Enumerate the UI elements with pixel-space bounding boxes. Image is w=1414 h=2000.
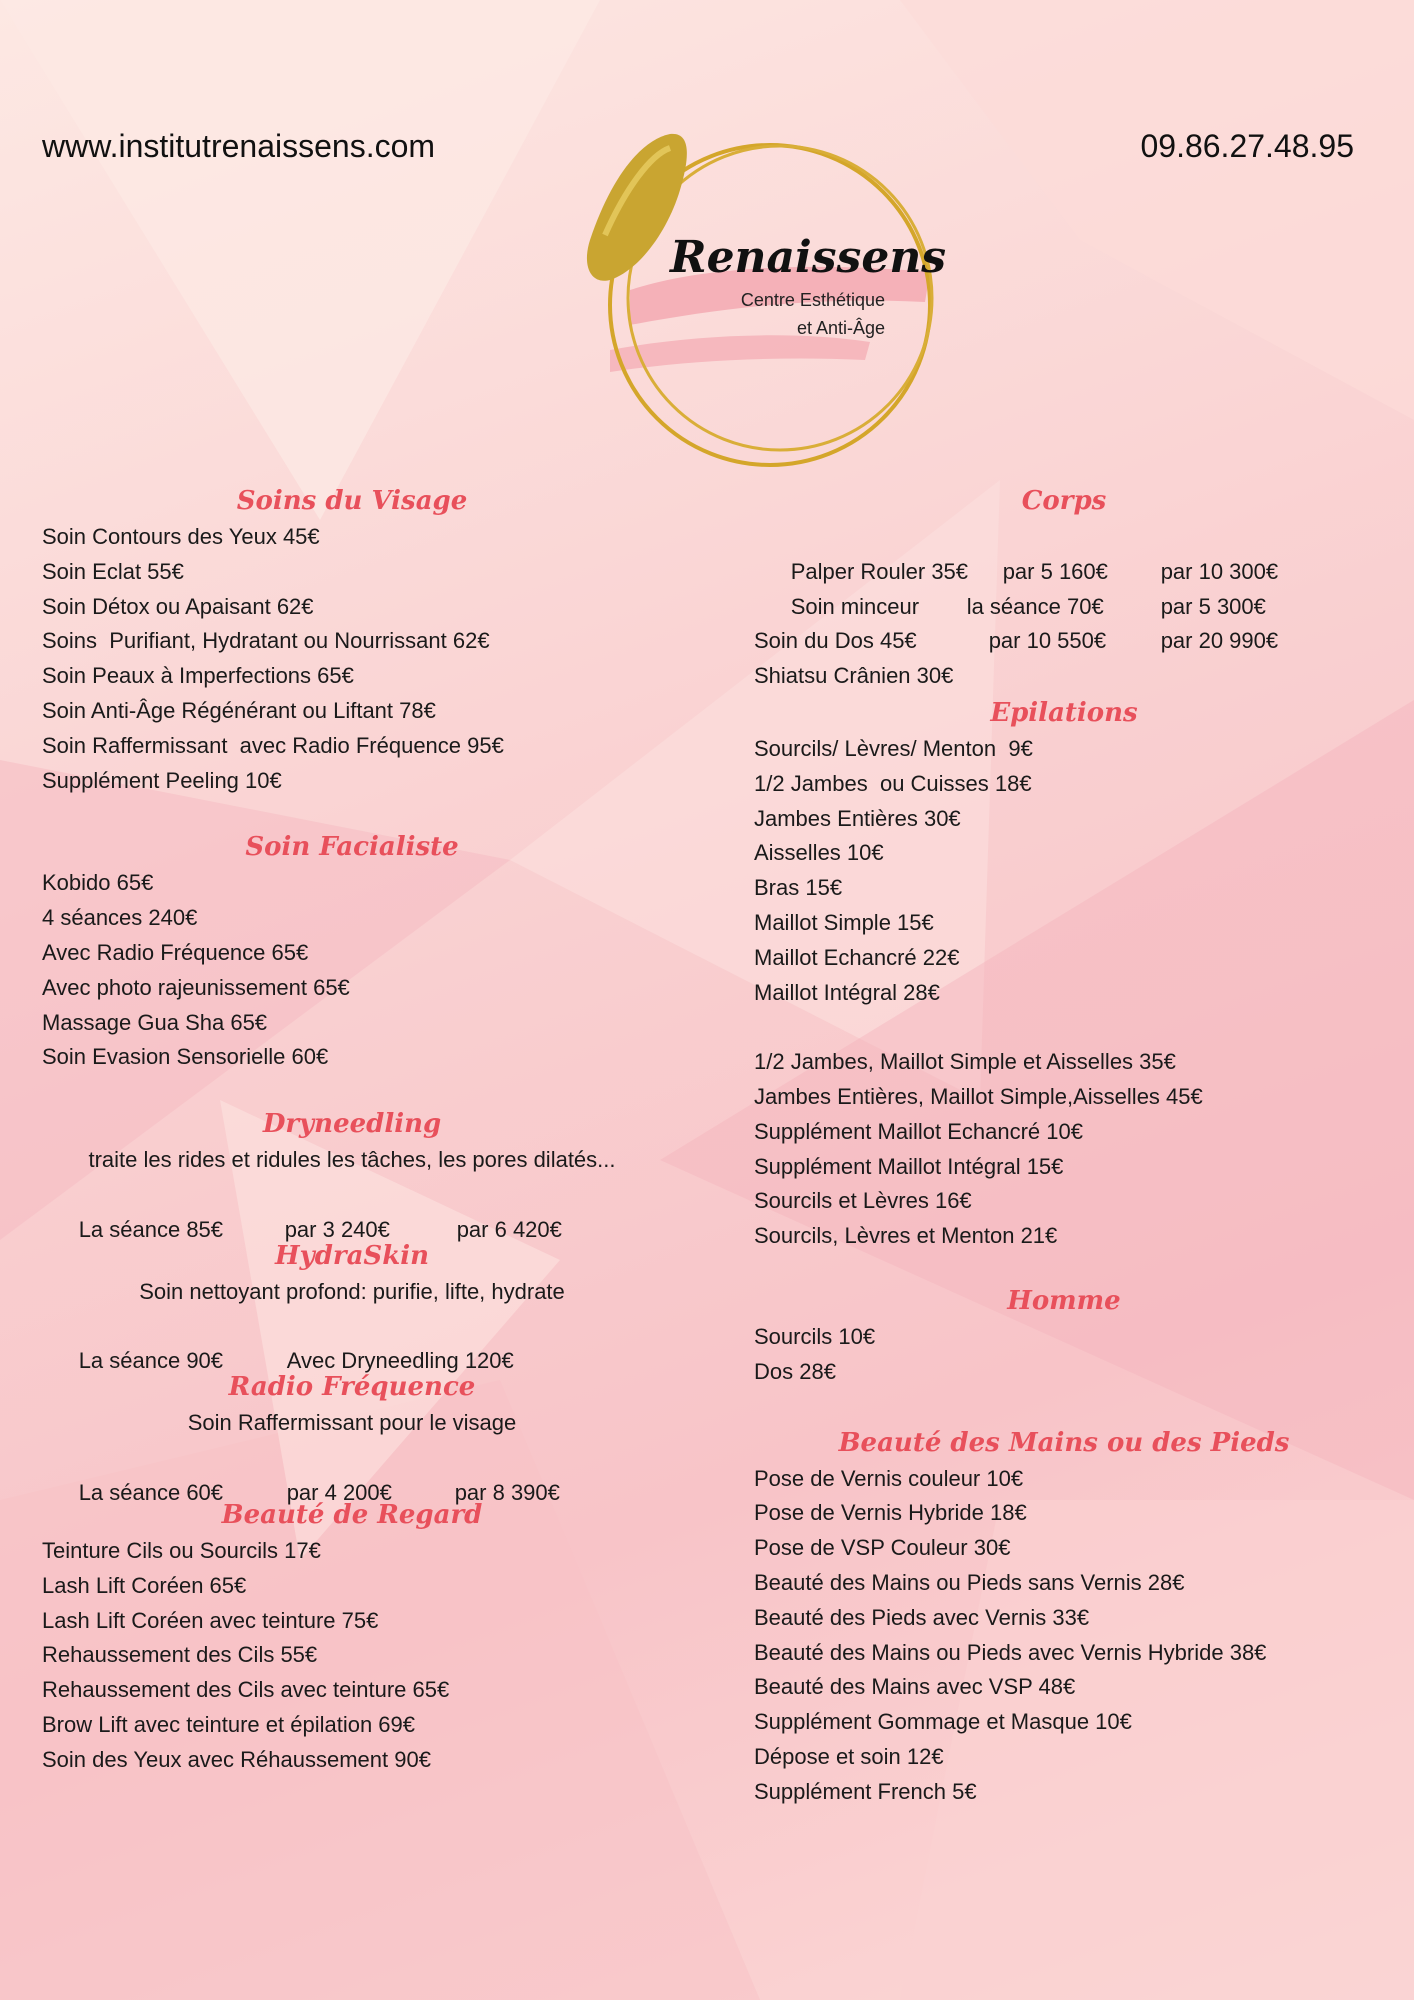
section-epilations: [754, 694, 1374, 1254]
price-item: Jambes Entières 30€: [754, 805, 961, 831]
price-item: La séance 85€: [78, 1216, 224, 1242]
price-item: Soins Purifiant, Hydratant ou Nourrissant 62€: [42, 628, 490, 654]
section-corps: [754, 482, 1374, 694]
price-item: Beauté des Pieds avec Vernis 33€: [754, 1604, 1090, 1630]
price-item: Sourcils et Lèvres 16€: [754, 1188, 972, 1214]
section-hydraskin: [42, 1237, 662, 1374]
price-item: Jambes Entières, Maillot Simple,Aisselles 45€: [754, 1083, 1203, 1109]
price-item: Kobido 65€: [42, 870, 154, 896]
price-item: Avec Dryneedling 120€: [286, 1348, 514, 1374]
left-column: [42, 482, 662, 1778]
section-title: Radio Fréquence: [228, 1372, 476, 1403]
section-title: Homme: [1007, 1285, 1121, 1316]
price-item: par 6 420€: [456, 1216, 562, 1242]
price-item: Pose de Vernis Hybride 18€: [754, 1500, 1027, 1526]
price-item: Supplément French 5€: [754, 1778, 977, 1804]
price-item: par 3 240€: [284, 1216, 390, 1242]
section-soins-visage: [42, 482, 662, 798]
price-item: Soin Eclat 55€: [42, 558, 184, 584]
price-item: Brow Lift avec teinture et épilation 69€: [42, 1711, 416, 1737]
price-item: Shiatsu Crânien 30€: [754, 663, 954, 689]
price-item: 1/2 Jambes ou Cuisses 18€: [754, 770, 1032, 796]
price-item: La séance 90€: [78, 1348, 224, 1374]
price-item: Dos 28€: [754, 1358, 836, 1384]
price-item: Soin Peaux à Imperfections 65€: [42, 663, 354, 689]
section-description: Soin nettoyant profond: purifie, lifte, hydrate: [139, 1278, 565, 1304]
section-beaute-mains-pieds: [754, 1424, 1374, 1810]
price-item: Sourcils, Lèvres et Menton 21€: [754, 1223, 1058, 1249]
price-item: Massage Gua Sha 65€: [42, 1009, 268, 1035]
price-item: Rehaussement des Cils avec teinture 65€: [42, 1677, 450, 1703]
price-item: Soin des Yeux avec Réhaussement 90€: [42, 1746, 431, 1772]
price-item: Maillot Simple 15€: [754, 909, 934, 935]
price-item: Supplément Peeling 10€: [42, 767, 282, 793]
price-item: par 5 160€: [1002, 558, 1108, 584]
price-item: Lash Lift Coréen 65€: [42, 1572, 247, 1598]
section-title: Beauté de Regard: [221, 1499, 483, 1530]
section-title: Beauté des Mains ou des Pieds: [838, 1427, 1290, 1458]
phone-number[interactable]: 09.86.27.48.95: [1140, 128, 1354, 164]
price-item: par 10 300€: [1160, 558, 1279, 584]
price-item: Soin Contours des Yeux 45€: [42, 524, 320, 549]
price-item: par 8 390€: [454, 1479, 560, 1505]
price-row: [42, 1310, 662, 1374]
price-item: Avec photo rajeunissement 65€: [42, 974, 350, 1000]
price-item: Supplément Maillot Intégral 15€: [754, 1153, 1064, 1179]
price-item: par 5 300€: [1160, 593, 1266, 619]
price-item: Soin Evasion Sensorielle 60€: [42, 1044, 329, 1070]
section-title: HydraSkin: [275, 1240, 429, 1271]
price-item: par 4 200€: [286, 1479, 392, 1505]
section-soin-facialiste: [42, 828, 662, 1075]
price-item: Bras 15€: [754, 875, 843, 901]
logo-name: Renaissens: [670, 232, 947, 283]
section-description: Soin Raffermissant pour le visage: [187, 1410, 517, 1436]
price-item: Supplément Gommage et Masque 10€: [754, 1709, 1132, 1735]
price-row: [754, 520, 1374, 584]
website-link[interactable]: www.institutrenaissens.com: [42, 128, 436, 164]
section-beaute-regard: [42, 1496, 662, 1778]
price-item: Soin Détox ou Apaisant 62€: [42, 593, 314, 619]
price-item: 1/2 Jambes, Maillot Simple et Aisselles 35€: [754, 1049, 1176, 1075]
price-item: 4 séances 240€: [42, 905, 198, 931]
section-homme: [754, 1282, 1374, 1390]
price-item: par 20 990€: [1160, 628, 1279, 654]
price-item: Avec Radio Fréquence 65€: [42, 939, 309, 965]
price-item: Soin Raffermissant avec Radio Fréquence 95€: [42, 732, 504, 758]
price-item: Supplément Maillot Echancré 10€: [754, 1118, 1083, 1144]
price-item: Soin du Dos 45€: [754, 628, 917, 654]
section-description: traite les rides et ridules les tâches, les pores dilatés...: [88, 1147, 616, 1173]
logo-tagline: Centre Esthétique et Anti-Âge: [740, 290, 885, 338]
price-item: Maillot Intégral 28€: [754, 979, 940, 1005]
right-column: [754, 482, 1374, 1810]
price-item: Soin minceur: [790, 593, 920, 619]
logo: [570, 120, 947, 480]
price-item: Beauté des Mains avec VSP 48€: [754, 1674, 1076, 1700]
price-item: Rehaussement des Cils 55€: [42, 1642, 318, 1668]
price-item: Pose de Vernis couleur 10€: [754, 1465, 1024, 1491]
price-item: Sourcils/ Lèvres/ Menton 9€: [754, 735, 1033, 761]
price-item: Beauté des Mains ou Pieds sans Vernis 28€: [754, 1569, 1185, 1595]
price-item: Teinture Cils ou Sourcils 17€: [42, 1537, 321, 1563]
price-item: Maillot Echancré 22€: [754, 944, 960, 970]
section-title: Dryneedling: [262, 1109, 442, 1140]
section-title: Epilations: [990, 697, 1138, 728]
price-item: Soin Anti-Âge Régénérant ou Liftant 78€: [42, 697, 436, 723]
price-row: [42, 1441, 662, 1505]
section-dryneedling: [42, 1105, 662, 1242]
price-item: par 10 550€: [988, 628, 1107, 654]
price-item: Aisselles 10€: [754, 840, 884, 866]
price-item: Palper Rouler 35€: [790, 558, 969, 584]
price-item: Lash Lift Coréen avec teinture 75€: [42, 1607, 379, 1633]
price-item: la séance 70€: [966, 593, 1104, 619]
section-title: Soin Facialiste: [245, 832, 459, 863]
section-title: Soins du Visage: [236, 486, 468, 516]
price-item: Pose de VSP Couleur 30€: [754, 1535, 1011, 1561]
section-radio-frequence: [42, 1368, 662, 1505]
section-title: Corps: [1021, 486, 1107, 516]
price-item: La séance 60€: [78, 1479, 224, 1505]
price-row: [42, 1178, 662, 1242]
price-item: Dépose et soin 12€: [754, 1743, 944, 1769]
price-item: Beauté des Mains ou Pieds avec Vernis Hybride 38€: [754, 1639, 1267, 1665]
price-item: Sourcils 10€: [754, 1323, 876, 1349]
